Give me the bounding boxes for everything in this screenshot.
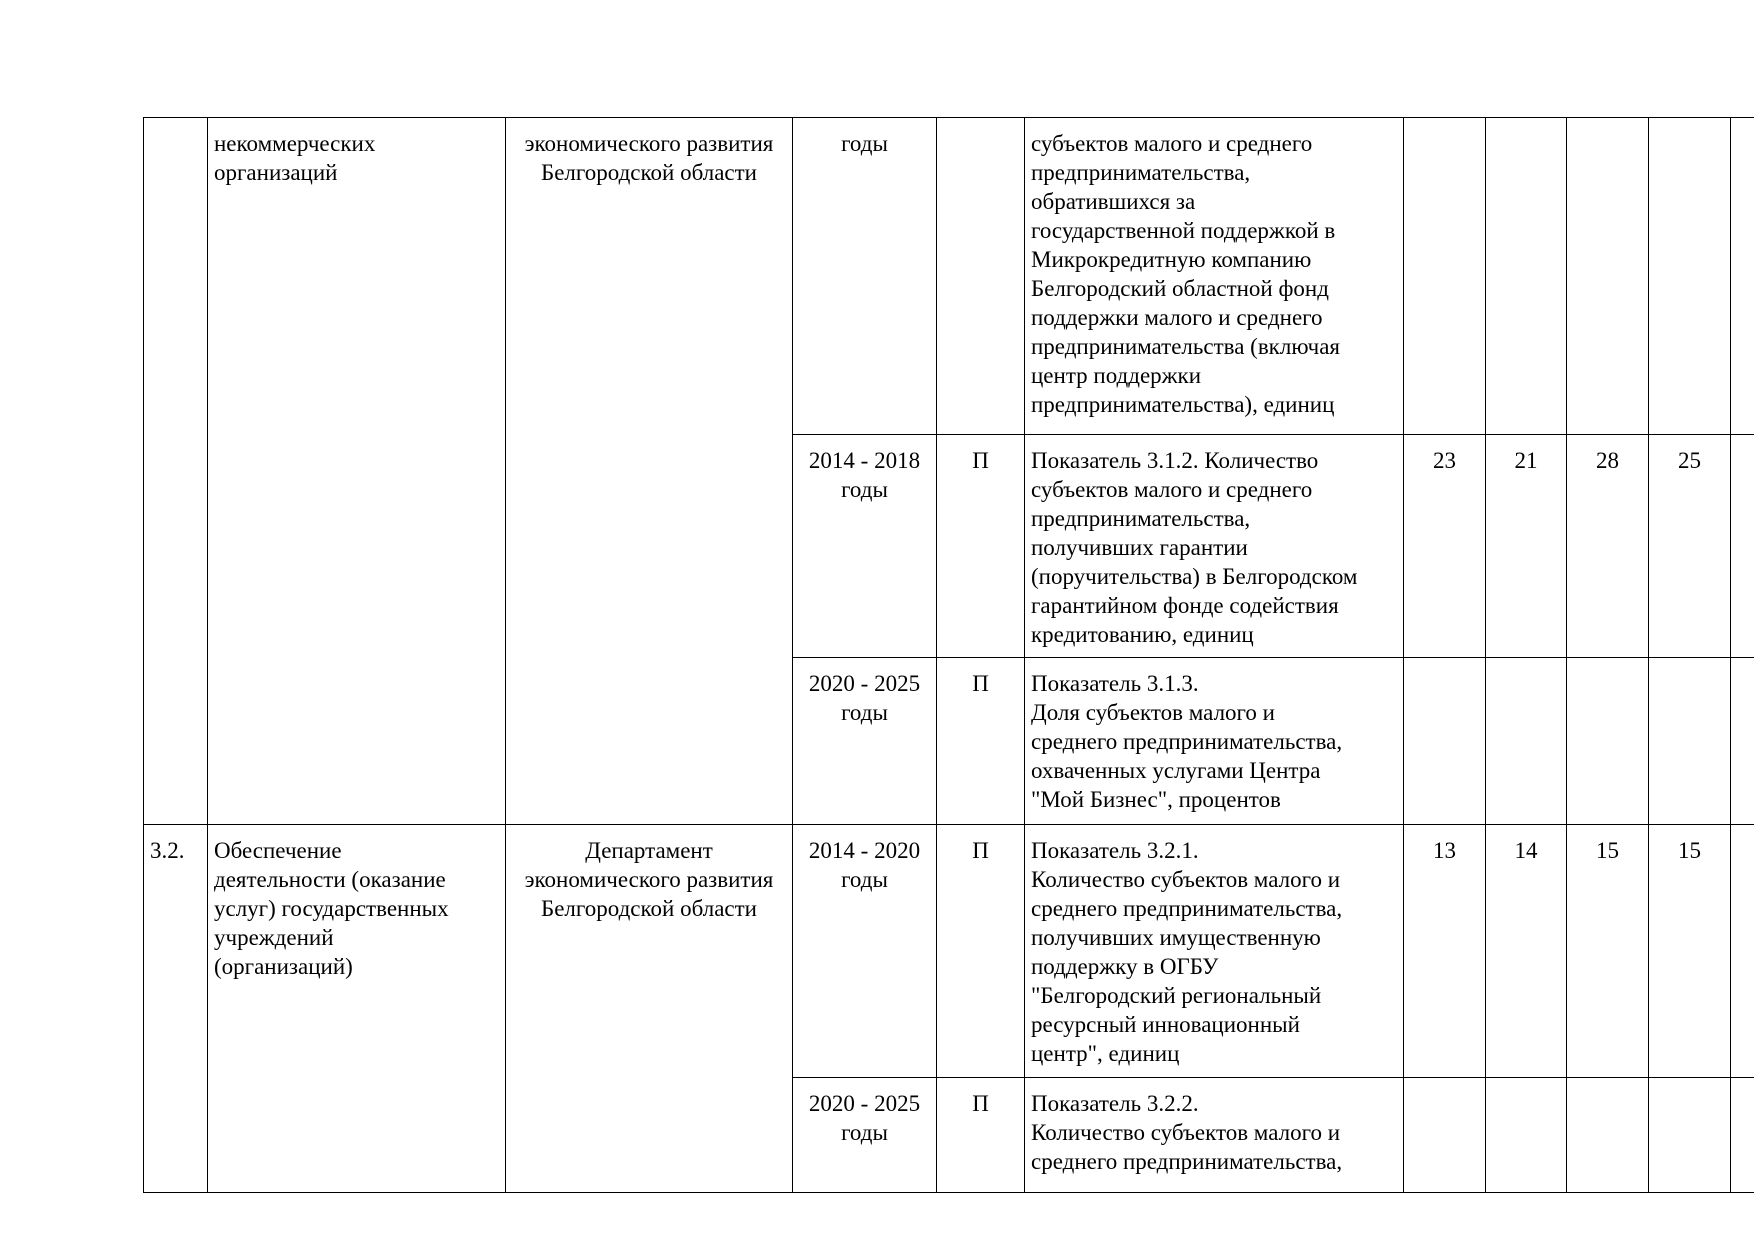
value-cell-truncated (1731, 435, 1754, 658)
value-cell (1567, 658, 1649, 825)
type-cell: П (937, 825, 1025, 1078)
value-cell: 25 (1649, 435, 1731, 658)
value-cell-truncated (1731, 825, 1754, 1078)
type-cell: П (937, 435, 1025, 658)
period-cell: 2020 - 2025 годы (793, 1078, 937, 1193)
executor-cell: экономического развития Белгородской области (506, 118, 793, 825)
value-cell-truncated (1731, 1078, 1754, 1193)
item-number-cell (144, 118, 208, 825)
indicator-cell: Показатель 3.2.2. Количество субъектов малого и среднего предпринимательства, (1025, 1078, 1404, 1193)
period-cell: годы (793, 118, 937, 435)
indicator-cell: Показатель 3.2.1. Количество субъектов малого и среднего предпринимательства, получивших имущественную поддержку в ОГБУ "Белгородский региональный ресурсный инновационный центр", единиц (1025, 825, 1404, 1078)
value-cell: 15 (1649, 825, 1731, 1078)
period-cell: 2020 - 2025 годы (793, 658, 937, 825)
value-cell (1567, 118, 1649, 435)
period-cell: 2014 - 2018 годы (793, 435, 937, 658)
period-cell: 2014 - 2020 годы (793, 825, 937, 1078)
indicators-table (143, 117, 1754, 1193)
value-cell (1486, 118, 1567, 435)
value-cell: 14 (1486, 825, 1567, 1078)
value-cell: 21 (1486, 435, 1567, 658)
table-row (144, 825, 1754, 1078)
value-cell: 23 (1404, 435, 1486, 658)
type-cell (937, 118, 1025, 435)
item-name-cell: некоммерческих организаций (208, 118, 506, 825)
value-cell: 13 (1404, 825, 1486, 1078)
value-cell-truncated (1731, 118, 1754, 435)
value-cell (1404, 1078, 1486, 1193)
value-cell (1404, 118, 1486, 435)
value-cell (1404, 658, 1486, 825)
value-cell (1567, 1078, 1649, 1193)
table-row (144, 118, 1754, 435)
value-cell (1486, 1078, 1567, 1193)
value-cell: 28 (1567, 435, 1649, 658)
indicator-cell: Показатель 3.1.3. Доля субъектов малого и среднего предпринимательства, охваченных услугами Центра "Мой Бизнес", процентов (1025, 658, 1404, 825)
type-cell: П (937, 1078, 1025, 1193)
value-cell (1649, 658, 1731, 825)
value-cell (1649, 118, 1731, 435)
value-cell (1486, 658, 1567, 825)
indicator-cell: субъектов малого и среднего предпринимательства, обратившихся за государственной поддержкой в Микрокредитную компанию Белгородский областной фонд поддержки малого и среднего предпринимательства (включая центр поддержки предпринимательства), единиц (1025, 118, 1404, 435)
value-cell-truncated (1731, 658, 1754, 825)
type-cell: П (937, 658, 1025, 825)
value-cell (1649, 1078, 1731, 1193)
value-cell: 15 (1567, 825, 1649, 1078)
item-number-cell: 3.2. (144, 825, 208, 1193)
executor-cell: Департамент экономического развития Белгородской области (506, 825, 793, 1193)
indicator-cell: Показатель 3.1.2. Количество субъектов малого и среднего предпринимательства, получивших гарантии (поручительства) в Белгородском гарантийном фонде содействия кредитованию, единиц (1025, 435, 1404, 658)
item-name-cell: Обеспечение деятельности (оказание услуг) государственных учреждений (организаций) (208, 825, 506, 1193)
